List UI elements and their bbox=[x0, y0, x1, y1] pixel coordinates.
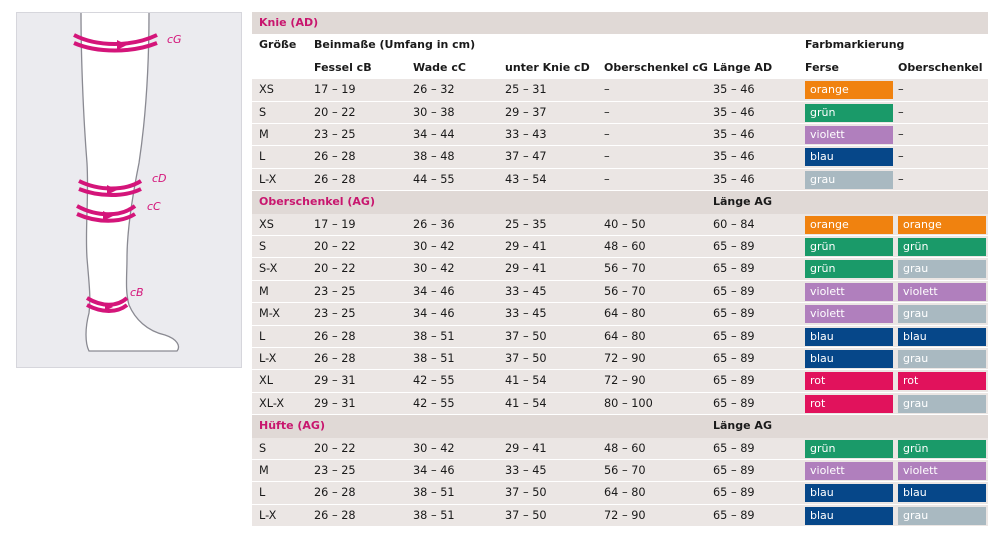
oberschenkel-color-swatch: violett bbox=[898, 462, 986, 480]
cell-unter-knie: 33 – 43 bbox=[505, 128, 547, 141]
cell-oberschenkel-cg: 40 – 50 bbox=[604, 217, 646, 231]
cell-laenge: 35 – 46 bbox=[713, 83, 755, 97]
cell-size: M bbox=[259, 284, 269, 298]
cell-unter-knie: 25 – 35 bbox=[505, 217, 547, 231]
ferse-color-swatch: violett bbox=[805, 305, 893, 323]
section-title: Knie (AD) bbox=[259, 16, 319, 29]
oberschenkel-color-empty: – bbox=[898, 128, 904, 141]
cell-fessel: 23 – 25 bbox=[314, 307, 356, 321]
table-row bbox=[252, 79, 988, 101]
cell-oberschenkel-cg: 56 – 70 bbox=[604, 262, 646, 276]
ferse-color-swatch: violett bbox=[805, 126, 893, 144]
cell-wade: 38 – 51 bbox=[413, 486, 455, 500]
cell-wade: 30 – 38 bbox=[413, 105, 455, 119]
cell-size: S bbox=[259, 441, 267, 455]
ferse-color-swatch: blau bbox=[805, 507, 893, 525]
cell-wade: 44 – 55 bbox=[413, 172, 455, 186]
cell-laenge: 35 – 46 bbox=[713, 150, 755, 164]
cell-wade: 30 – 42 bbox=[413, 240, 455, 253]
cell-fessel: 17 – 19 bbox=[314, 217, 356, 231]
oberschenkel-color-swatch: rot bbox=[898, 372, 986, 390]
cell-oberschenkel-cg: – bbox=[604, 128, 610, 141]
cell-fessel: 20 – 22 bbox=[314, 240, 356, 253]
cell-wade: 26 – 32 bbox=[413, 83, 455, 97]
cell-oberschenkel-cg: 80 – 100 bbox=[604, 396, 653, 410]
table-row bbox=[252, 370, 988, 392]
cell-wade: 30 – 42 bbox=[413, 262, 455, 276]
cell-unter-knie: 43 – 54 bbox=[505, 172, 547, 186]
cell-unter-knie: 29 – 41 bbox=[505, 262, 547, 276]
section-title: Oberschenkel (AG) bbox=[259, 195, 375, 209]
table-row bbox=[252, 303, 988, 325]
table-row bbox=[252, 169, 988, 191]
oberschenkel-color-empty: – bbox=[898, 150, 904, 164]
cell-oberschenkel-cg: 72 – 90 bbox=[604, 374, 646, 388]
ferse-color-swatch: rot bbox=[805, 395, 893, 413]
table-header-row-2 bbox=[252, 57, 988, 79]
label-cC: cC bbox=[147, 200, 161, 213]
cell-wade: 42 – 55 bbox=[413, 396, 455, 410]
cell-oberschenkel-cg: 56 – 70 bbox=[604, 464, 646, 477]
label-cB: cB bbox=[130, 286, 144, 299]
label-cD: cD bbox=[152, 172, 167, 185]
oberschenkel-color-swatch: grau bbox=[898, 260, 986, 278]
cell-unter-knie: 37 – 50 bbox=[505, 486, 547, 500]
table-row bbox=[252, 326, 988, 348]
table-row bbox=[252, 124, 988, 146]
cell-size: S bbox=[259, 240, 267, 253]
header-wade: Wade cC bbox=[413, 60, 466, 74]
table-row bbox=[252, 460, 988, 482]
table-row bbox=[252, 236, 988, 258]
cell-oberschenkel-cg: – bbox=[604, 150, 610, 164]
cell-fessel: 29 – 31 bbox=[314, 396, 356, 410]
oberschenkel-color-swatch: grün bbox=[898, 440, 986, 458]
ferse-color-swatch: grün bbox=[805, 104, 893, 122]
table-header-row-1 bbox=[252, 34, 988, 56]
cell-laenge: 35 – 46 bbox=[713, 172, 755, 186]
table-row bbox=[252, 146, 988, 168]
cell-wade: 26 – 36 bbox=[413, 217, 455, 231]
cell-fessel: 29 – 31 bbox=[314, 374, 356, 388]
leg-measurement-illustration bbox=[16, 12, 242, 368]
ferse-color-swatch: grün bbox=[805, 260, 893, 278]
cell-unter-knie: 37 – 50 bbox=[505, 352, 547, 365]
cell-oberschenkel-cg: 72 – 90 bbox=[604, 352, 646, 365]
ferse-color-swatch: blau bbox=[805, 148, 893, 166]
cell-size: L-X bbox=[259, 172, 277, 186]
cell-size: L bbox=[259, 486, 266, 500]
cell-size: S-X bbox=[259, 262, 278, 276]
table-row bbox=[252, 348, 988, 370]
cell-fessel: 20 – 22 bbox=[314, 441, 356, 455]
cell-fessel: 26 – 28 bbox=[314, 352, 356, 365]
cell-size: XL bbox=[259, 374, 274, 388]
oberschenkel-color-swatch: grau bbox=[898, 395, 986, 413]
cell-fessel: 17 – 19 bbox=[314, 83, 356, 97]
ferse-color-swatch: blau bbox=[805, 350, 893, 368]
cell-size: M-X bbox=[259, 307, 280, 321]
cell-wade: 34 – 44 bbox=[413, 128, 455, 141]
cell-laenge: 65 – 89 bbox=[713, 464, 755, 477]
cell-fessel: 26 – 28 bbox=[314, 508, 356, 522]
cell-unter-knie: 33 – 45 bbox=[505, 464, 547, 477]
cell-oberschenkel-cg: 56 – 70 bbox=[604, 284, 646, 298]
cell-unter-knie: 37 – 47 bbox=[505, 150, 547, 164]
header-beinmasse: Beinmaße (Umfang in cm) bbox=[314, 38, 476, 52]
oberschenkel-color-empty: – bbox=[898, 83, 904, 97]
cell-laenge: 35 – 46 bbox=[713, 105, 755, 119]
section-header bbox=[252, 12, 988, 34]
section-title: Hüfte (AG) bbox=[259, 419, 325, 433]
cell-laenge: 65 – 89 bbox=[713, 240, 755, 253]
table-row bbox=[252, 281, 988, 303]
cell-laenge: 35 – 46 bbox=[713, 128, 755, 141]
header-groesse: Größe bbox=[259, 38, 297, 52]
cell-size: S bbox=[259, 105, 267, 119]
header-unter-knie: unter Knie cD bbox=[505, 60, 590, 74]
oberschenkel-color-swatch: grün bbox=[898, 238, 986, 256]
cell-oberschenkel-cg: 48 – 60 bbox=[604, 441, 646, 455]
oberschenkel-color-empty: – bbox=[898, 105, 904, 119]
cell-oberschenkel-cg: 72 – 90 bbox=[604, 508, 646, 522]
ferse-color-swatch: orange bbox=[805, 216, 893, 234]
cell-laenge: 65 – 89 bbox=[713, 508, 755, 522]
oberschenkel-color-swatch: grau bbox=[898, 305, 986, 323]
cell-oberschenkel-cg: 64 – 80 bbox=[604, 307, 646, 321]
cell-laenge: 65 – 89 bbox=[713, 374, 755, 388]
ferse-color-swatch: violett bbox=[805, 462, 893, 480]
ferse-color-swatch: grün bbox=[805, 440, 893, 458]
cell-unter-knie: 41 – 54 bbox=[505, 396, 547, 410]
header-laenge-ad: Länge AD bbox=[713, 60, 773, 74]
cell-fessel: 23 – 25 bbox=[314, 128, 356, 141]
cell-wade: 42 – 55 bbox=[413, 374, 455, 388]
row-separator bbox=[252, 526, 988, 527]
header-fessel: Fessel cB bbox=[314, 60, 372, 74]
cell-size: L-X bbox=[259, 352, 277, 365]
cell-wade: 38 – 51 bbox=[413, 329, 455, 343]
cell-size: L bbox=[259, 329, 266, 343]
cell-oberschenkel-cg: 64 – 80 bbox=[604, 329, 646, 343]
cell-laenge: 65 – 89 bbox=[713, 441, 755, 455]
cell-size: M bbox=[259, 464, 269, 477]
cell-laenge: 65 – 89 bbox=[713, 352, 755, 365]
ferse-color-swatch: blau bbox=[805, 328, 893, 346]
cell-wade: 38 – 51 bbox=[413, 508, 455, 522]
cell-fessel: 26 – 28 bbox=[314, 150, 356, 164]
cell-wade: 34 – 46 bbox=[413, 464, 455, 477]
cell-fessel: 23 – 25 bbox=[314, 464, 356, 477]
cell-unter-knie: 29 – 41 bbox=[505, 441, 547, 455]
cell-size: M bbox=[259, 128, 269, 141]
section-length-header: Länge AG bbox=[713, 195, 772, 209]
cell-oberschenkel-cg: 64 – 80 bbox=[604, 486, 646, 500]
cell-laenge: 65 – 89 bbox=[713, 329, 755, 343]
oberschenkel-color-swatch: grau bbox=[898, 350, 986, 368]
ferse-color-swatch: grau bbox=[805, 171, 893, 189]
ferse-color-swatch: rot bbox=[805, 372, 893, 390]
cell-unter-knie: 29 – 41 bbox=[505, 240, 547, 253]
oberschenkel-color-swatch: blau bbox=[898, 484, 986, 502]
cell-size: XS bbox=[259, 83, 274, 97]
cell-laenge: 65 – 89 bbox=[713, 396, 755, 410]
table-row bbox=[252, 505, 988, 527]
label-cG: cG bbox=[167, 33, 182, 46]
cell-fessel: 20 – 22 bbox=[314, 262, 356, 276]
oberschenkel-color-swatch: blau bbox=[898, 328, 986, 346]
oberschenkel-color-swatch: violett bbox=[898, 283, 986, 301]
table-row bbox=[252, 102, 988, 124]
ferse-color-swatch: orange bbox=[805, 81, 893, 99]
oberschenkel-color-empty: – bbox=[898, 172, 904, 186]
leg-drawing bbox=[17, 13, 243, 369]
cell-oberschenkel-cg: 48 – 60 bbox=[604, 240, 646, 253]
ferse-color-swatch: grün bbox=[805, 238, 893, 256]
cell-unter-knie: 25 – 31 bbox=[505, 83, 547, 97]
cell-fessel: 23 – 25 bbox=[314, 284, 356, 298]
table-row bbox=[252, 438, 988, 460]
oberschenkel-color-swatch: grau bbox=[898, 507, 986, 525]
ferse-color-swatch: blau bbox=[805, 484, 893, 502]
cell-unter-knie: 33 – 45 bbox=[505, 284, 547, 298]
section-header bbox=[252, 415, 988, 437]
cell-laenge: 65 – 89 bbox=[713, 262, 755, 276]
cell-unter-knie: 41 – 54 bbox=[505, 374, 547, 388]
cell-unter-knie: 29 – 37 bbox=[505, 105, 547, 119]
cell-oberschenkel-cg: – bbox=[604, 172, 610, 186]
cell-size: L bbox=[259, 150, 266, 164]
cell-fessel: 26 – 28 bbox=[314, 486, 356, 500]
cell-laenge: 65 – 89 bbox=[713, 486, 755, 500]
cell-laenge: 65 – 89 bbox=[713, 307, 755, 321]
cell-unter-knie: 37 – 50 bbox=[505, 508, 547, 522]
cell-fessel: 26 – 28 bbox=[314, 172, 356, 186]
cell-wade: 38 – 48 bbox=[413, 150, 455, 164]
cell-wade: 30 – 42 bbox=[413, 441, 455, 455]
section-length-header: Länge AG bbox=[713, 419, 772, 433]
table-row bbox=[252, 214, 988, 236]
header-farbmarkierung: Farbmarkierung bbox=[805, 38, 905, 52]
cell-wade: 34 – 46 bbox=[413, 307, 455, 321]
cell-laenge: 65 – 89 bbox=[713, 284, 755, 298]
cell-fessel: 26 – 28 bbox=[314, 329, 356, 343]
cell-unter-knie: 37 – 50 bbox=[505, 329, 547, 343]
oberschenkel-color-swatch: orange bbox=[898, 216, 986, 234]
header-ferse: Ferse bbox=[805, 60, 839, 74]
header-oberschenkel: Oberschenkel bbox=[898, 60, 983, 74]
cell-unter-knie: 33 – 45 bbox=[505, 307, 547, 321]
section-header bbox=[252, 191, 988, 213]
cell-size: XS bbox=[259, 217, 274, 231]
table-row bbox=[252, 482, 988, 504]
cell-size: L-X bbox=[259, 508, 277, 522]
cell-size: XL-X bbox=[259, 396, 285, 410]
header-oberschenkel-cg: Oberschenkel cG bbox=[604, 60, 708, 74]
cell-oberschenkel-cg: – bbox=[604, 83, 610, 97]
cell-wade: 38 – 51 bbox=[413, 352, 455, 365]
table-row bbox=[252, 393, 988, 415]
cell-laenge: 60 – 84 bbox=[713, 217, 755, 231]
table-row bbox=[252, 258, 988, 280]
cell-wade: 34 – 46 bbox=[413, 284, 455, 298]
ferse-color-swatch: violett bbox=[805, 283, 893, 301]
cell-fessel: 20 – 22 bbox=[314, 105, 356, 119]
cell-oberschenkel-cg: – bbox=[604, 105, 610, 119]
